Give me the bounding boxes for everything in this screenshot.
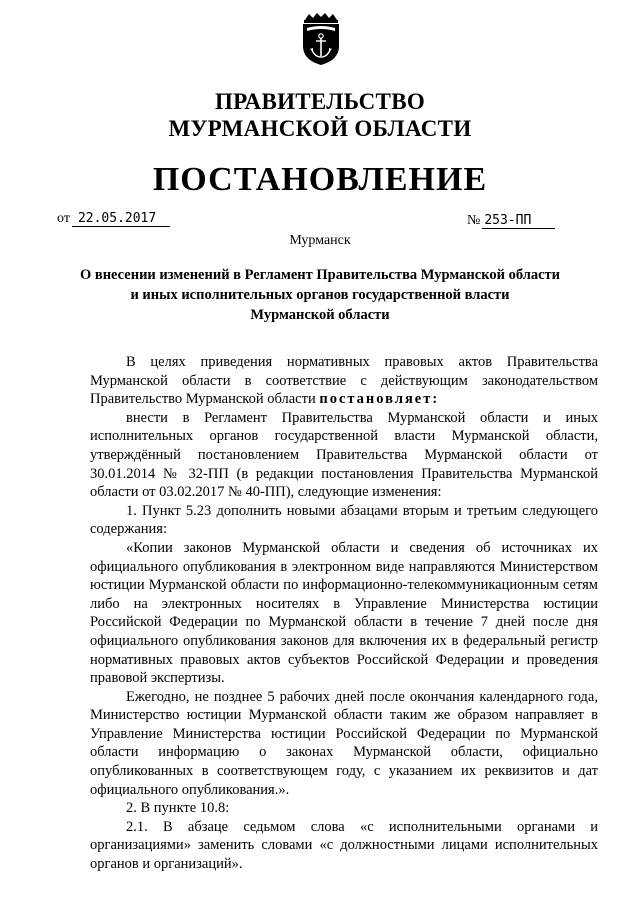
murmansk-coat-of-arms-icon xyxy=(299,12,343,66)
city-name: Мурманск xyxy=(289,233,351,248)
number-line xyxy=(467,213,555,229)
preamble-emphasis: постановляет: xyxy=(319,391,440,408)
government-line-1: ПРАВИТЕЛЬСТВО xyxy=(214,89,426,114)
paragraph-quote-1: «Копии законов Мурманской области и сведения об источниках их официального опубликования в электронном виде направляются Министерством юстиции Мурманской области по информационно-телекоммуникационным сетям либо на электронных носителях в Управление Министерства юстиции Российской Федерации по Мурманской области в течение 7 дней после дня официального опубликования законов для включения их в федеральный регистр нормативных правовых актов субъектов Российской Федерации и проведения правовой экспертизы. xyxy=(90,539,598,687)
subject-line-2: и иных исполнительных органов государственной власти xyxy=(130,287,510,303)
paragraph-resolution: внести в Регламент Правительства Мурманской области и иных исполнительных органов государственной власти Мурманской области, утверждённый постановлением Правительства Мурманской области от 30.01.2014 № 32-ПП (в редакции постановления Правительства Мурманской области от 03.02.2017 № 40-ПП), следующие изменения: xyxy=(90,409,598,501)
subject-line-3: Мурманской области xyxy=(250,307,390,323)
date-value: 22.05.2017 xyxy=(72,212,170,227)
document-body xyxy=(90,353,598,874)
document-subject xyxy=(60,265,580,325)
government-line-2: МУРМАНСКОЙ ОБЛАСТИ xyxy=(168,116,472,141)
paragraph-item-2: 2. В пункте 10.8: xyxy=(126,800,230,817)
subject-line-1: О внесении изменений в Регламент Правительства Мурманской области xyxy=(79,267,561,283)
date-prefix: от xyxy=(57,211,70,226)
paragraph-item-1: 1. Пункт 5.23 дополнить новыми абзацами вторым и третьим следующего содержания: xyxy=(90,502,598,538)
document-type-title: ПОСТАНОВЛЕНИЕ xyxy=(152,161,488,198)
number-value: 253-ПП xyxy=(482,214,555,229)
paragraph-quote-2: Ежегодно, не позднее 5 рабочих дней после окончания календарного года, Министерство юстиции Мурманской области таким же образом направляет в Управление Министерства юстиции Российской Федерации по Мурманской области информацию о законах Мурманской области, официально опубликованных в соответствующем году, с указанием их реквизитов и дат официального опубликования.». xyxy=(90,688,598,798)
preamble-text: В целях приведения нормативных правовых актов Правительства Мурманской области в соответствие с действующим законодательством Правительство Мурманской области xyxy=(90,354,598,408)
date-line xyxy=(57,211,170,227)
paragraph-preamble xyxy=(90,353,598,409)
paragraph-item-2-1: 2.1. В абзаце седьмом слова «с исполнительными органами и организациями» заменить словами «с должностными лицами исполнительных органов и организаций». xyxy=(90,818,598,873)
number-prefix: № xyxy=(467,213,481,228)
government-title xyxy=(0,88,640,142)
